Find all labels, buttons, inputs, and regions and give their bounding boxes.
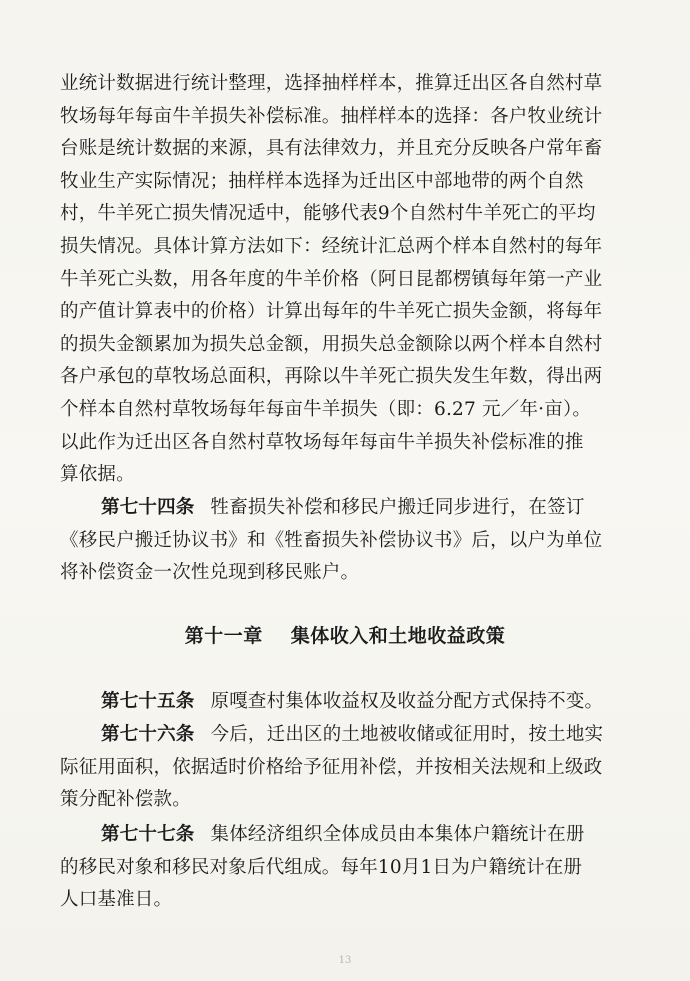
paragraph-line: 台账是统计数据的来源，具有法律效力，并且充分反映各户常年畜 <box>60 138 603 160</box>
paragraph-line: 牛羊死亡头数，用各年度的牛羊价格（阿日昆都楞镇每年第一产业 <box>60 268 603 290</box>
paragraph-line: 个样本自然村草牧场每年每亩牛羊损失（即：6.27 元／年·亩）。 <box>60 398 592 420</box>
paragraph-line: 《移民户搬迁协议书》和《牲畜损失补偿协议书》后，以户为单位 <box>60 529 603 551</box>
article-76-label: 第七十六条 <box>101 724 195 745</box>
article-74-first-line <box>60 492 646 525</box>
article-77 <box>60 819 646 917</box>
paragraph-line: 损失情况。具体计算方法如下：经统计汇总两个样本自然村的每年 <box>60 235 603 257</box>
continued-paragraph <box>60 68 646 492</box>
paragraph-line: 的损失金额累加为损失总金额，用损失总金额除以两个样本自然村 <box>60 333 603 355</box>
chapter-heading <box>0 621 690 648</box>
paragraph-line: 际征用面积，依据适时价格给予征用补偿，并按相关法规和上级政 <box>60 756 603 778</box>
chapter-number: 第十一章 <box>184 625 263 647</box>
paragraph-line: 以此作为迁出区各自然村草牧场每年每亩牛羊损失补偿标准的推 <box>60 431 584 453</box>
chapter-title: 集体收入和土地收益政策 <box>290 625 506 647</box>
paragraph-line: 策分配补偿款。 <box>60 789 191 811</box>
paragraph-line: 牧场每年每亩牛羊损失补偿标准。抽样样本的选择：各户牧业统计 <box>60 105 603 127</box>
paragraph-line: 集体经济组织全体成员由本集体户籍统计在册 <box>210 824 585 845</box>
article-75-first-line <box>60 686 646 719</box>
article-77-label: 第七十七条 <box>101 824 195 845</box>
paragraph-line: 今后，迁出区的土地被收储或征用时，按土地实 <box>210 724 604 745</box>
paragraph-line: 业统计数据进行统计整理，选择抽样样本，推算迁出区各自然村草 <box>60 73 603 94</box>
paragraph-line: 将补偿资金一次性兑现到移民账户。 <box>60 562 360 584</box>
article-77-first-line <box>60 819 646 852</box>
paragraph-line: 人口基准日。 <box>60 889 173 911</box>
page-number: 13 <box>338 955 352 966</box>
article-76-first-line <box>60 719 646 752</box>
paragraph-line: 村，牛羊死亡损失情况适中，能够代表9个自然村牛羊死亡的平均 <box>60 203 596 225</box>
paragraph-line: 的移民对象和移民对象后代组成。每年10月1日为户籍统计在册 <box>60 856 583 878</box>
paragraph-line: 算依据。 <box>60 464 135 486</box>
paragraph-line: 各户承包的草牧场总面积，再除以牛羊死亡损失发生年数，得出两 <box>60 366 603 388</box>
article-75 <box>60 686 646 719</box>
paragraph-line: 的产值计算表中的价格）计算出每年的牛羊死亡损失金额，将每年 <box>60 301 603 323</box>
article-75-label: 第七十五条 <box>101 691 195 712</box>
paragraph-line: 牧业生产实际情况；抽样样本选择为迁出区中部地带的两个自然 <box>60 170 584 192</box>
article-74 <box>60 492 646 590</box>
paragraph-line: 牲畜损失补偿和移民户搬迁同步进行，在签订 <box>210 497 585 518</box>
article-76 <box>60 719 646 817</box>
paragraph-line: 原嘎查村集体收益权及收益分配方式保持不变。 <box>210 691 604 712</box>
article-74-label: 第七十四条 <box>101 497 195 518</box>
